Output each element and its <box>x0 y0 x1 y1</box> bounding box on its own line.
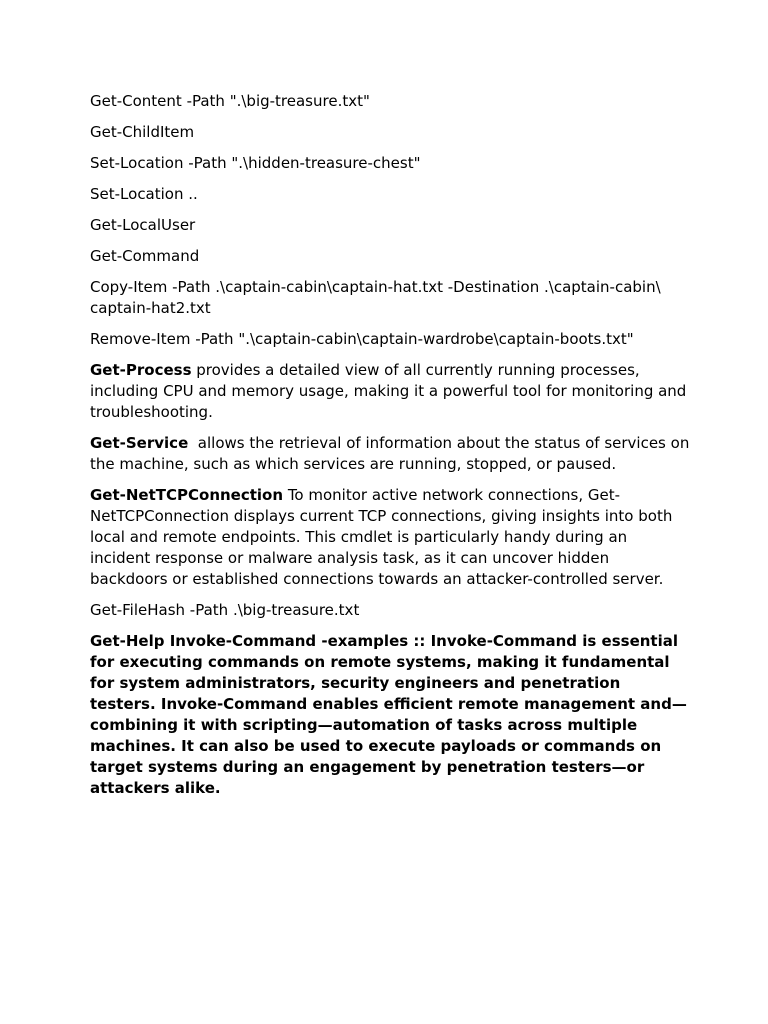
command-get-filehash: Get-FileHash -Path .\big-treasure.txt <box>90 601 360 619</box>
command-set-location-chest: Set-Location -Path ".\hidden-treasure-chest" <box>90 154 421 172</box>
term-get-nettcpconnection: Get-NetTCPConnection <box>90 486 284 504</box>
command-get-childitem: Get-ChildItem <box>90 123 195 141</box>
command-get-localuser: Get-LocalUser <box>90 216 196 234</box>
command-remove-item: Remove-Item -Path ".\captain-cabin\captain-wardrobe\captain-boots.txt" <box>90 330 634 348</box>
paragraph-get-nettcpconnection <box>90 485 690 590</box>
command-get-content: Get-Content -Path ".\big-treasure.txt" <box>90 92 370 110</box>
paragraph-get-help: Get-Help Invoke-Command -examples :: Invoke-Command is essential for executing commands on remote systems, making it fundamental for system administrators, security engineers and penetration testers. Invoke-Command enables efficient remote management and—combining it with scripting—automation of tasks across multiple machines. It can also be used to execute payloads or commands on target systems during an engagement by penetration testers—or attackers alike. <box>90 632 687 797</box>
command-get-command: Get-Command <box>90 247 200 265</box>
document-page <box>90 91 695 809</box>
description-get-nettcpconnection: To monitor active network connections, Get-NetTCPConnection displays current TCP connections, giving insights into both local and remote endpoints. This cmdlet is particularly handy during an incident response or malware analysis task, as it can uncover hidden backdoors or established connections towards an attacker-controlled server. <box>90 486 673 588</box>
description-get-process: provides a detailed view of all currently running processes, including CPU and memory usage, making it a powerful tool for monitoring and troubleshooting. <box>90 361 687 421</box>
description-get-service: allows the retrieval of information about the status of services on the machine, such as which services are running, stopped, or paused. <box>90 434 695 473</box>
command-set-location-up: Set-Location .. <box>90 185 198 203</box>
term-get-service: Get-Service <box>90 434 189 452</box>
paragraph-get-service <box>90 433 695 475</box>
term-get-process: Get-Process <box>90 361 192 379</box>
paragraph-get-process <box>90 360 690 423</box>
command-copy-item: Copy-Item -Path .\captain-cabin\captain-hat.txt -Destination .\captain-cabin\ captain-hat2.txt <box>90 278 661 317</box>
